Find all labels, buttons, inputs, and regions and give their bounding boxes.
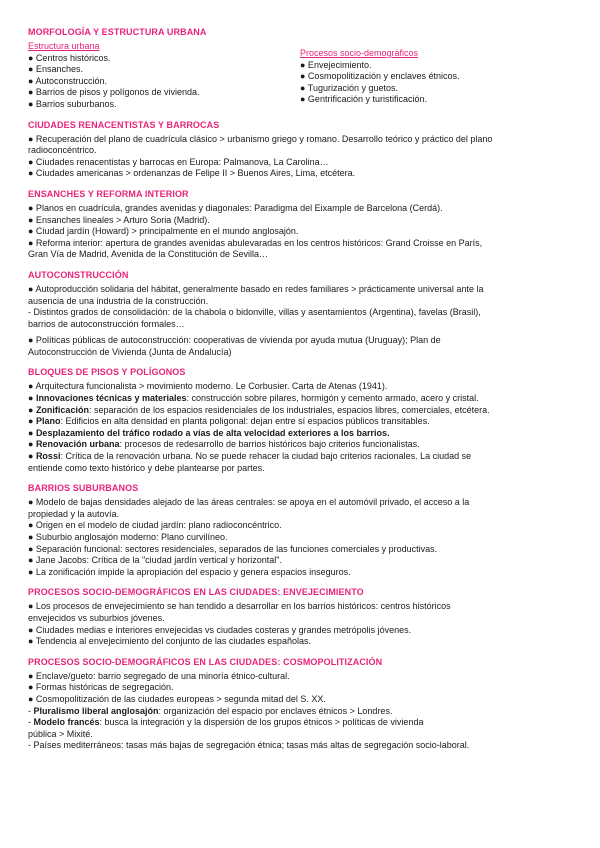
list-item: ● Envejecimiento. bbox=[300, 59, 372, 70]
bullet: ● bbox=[28, 404, 36, 415]
text-line: ● La zonificación impide la apropiación del espacio y genera espacios inseguros. bbox=[28, 566, 351, 577]
line-text: : Edificios en alta densidad en planta poligonal: dejan entre sí espacios públicos transitables. bbox=[60, 416, 430, 427]
list-item: ● Gentrificación y turistificación. bbox=[300, 94, 427, 105]
bold-term: Zonificación bbox=[35, 404, 89, 415]
text-line: pública > Mixité. bbox=[28, 728, 93, 739]
text-line: ● Recuperación del plano de cuadrícula clásico > urbanismo griego y romano. Desarrollo teórico y práctico del plano bbox=[28, 133, 493, 144]
text-line bbox=[28, 717, 574, 729]
text-line: ● Arquitectura funcionalista > movimiento moderno. Le Corbusier. Carta de Atenas (1941). bbox=[28, 381, 388, 392]
text-line bbox=[28, 706, 574, 718]
line-text: : busca la integración y la dispersión de los grupos étnicos > políticas de vivienda bbox=[99, 717, 424, 728]
text-line: ● Tendencia al envejecimiento del conjunto de las ciudades españolas. bbox=[28, 636, 311, 647]
text-line: ausencia de una industria de la construcción. bbox=[28, 295, 209, 306]
bullet: ● bbox=[28, 416, 36, 427]
bold-term: Desplazamiento del tráfico rodado a vías de alta velocidad exteriores a los barrios. bbox=[35, 427, 390, 438]
bullet: ● bbox=[28, 427, 36, 438]
bullet: ● bbox=[28, 451, 36, 462]
bold-term: Plano bbox=[35, 416, 61, 427]
line-text: : Crítica de la renovación urbana. No se puede rehacer la ciudad bajo criterios racionales. La ciudad se bbox=[60, 451, 472, 462]
section-envejecimiento bbox=[28, 586, 574, 647]
text-line bbox=[28, 439, 574, 451]
text-line: - Países mediterráneos: tasas más bajas de segregación étnica; tasas más altas de segregación socio-laboral. bbox=[28, 740, 470, 751]
text-line: ● Modelo de bajas densidades alejado de las áreas centrales: se apoya en el automóvil privado, el acceso a la bbox=[28, 497, 470, 508]
text-line: ● Jane Jacobs: Crítica de la "ciudad jardín vertical y horizontal". bbox=[28, 555, 282, 566]
text-line: - Distintos grados de consolidación: de la chabola o bidonville, villas y asentamientos (Argentina), favelas (Brasil), bbox=[28, 307, 481, 318]
heading-bloques: BLOQUES DE PISOS Y POLÍGONOS bbox=[28, 367, 186, 378]
list-item: ● Ensanches. bbox=[28, 64, 83, 75]
text-line: ● Políticas públicas de autoconstrucción: cooperativas de vivienda por ayuda mutua (Uruguay); Plan de bbox=[28, 335, 441, 346]
two-column-list bbox=[28, 41, 574, 111]
document-page bbox=[28, 26, 574, 760]
section-suburbanos bbox=[28, 482, 574, 578]
bullet: ● bbox=[28, 393, 36, 404]
text-line: ● Enclave/gueto: barrio segregado de una minoría étnico-cultural. bbox=[28, 670, 290, 681]
line-text: : construcción sobre pilares, hormigón y cemento armado, acero y cristal. bbox=[186, 393, 479, 404]
bold-term: Innovaciones técnicas y materiales bbox=[35, 393, 187, 404]
text-line: ● Suburbio anglosajón moderno: Plano curvilíneo. bbox=[28, 532, 228, 542]
text-line: entiende como texto histórico y debe plantearse por partes. bbox=[28, 462, 265, 473]
section-autoconstruccion bbox=[28, 269, 574, 359]
list-item: ● Barrios de pisos y polígonos de vivienda. bbox=[28, 87, 200, 98]
heading-cosmopolitizacion: PROCESOS SOCIO-DEMOGRÁFICOS EN LAS CIUDADES: COSMOPOLITIZACIÓN bbox=[28, 656, 383, 667]
bold-term: Modelo francés bbox=[33, 717, 100, 728]
text-line: ● Ciudades renacentistas y barrocas en Europa: Palmanova, La Carolina… bbox=[28, 156, 329, 167]
heading-morfologia: MORFOLOGÍA Y ESTRUCTURA URBANA bbox=[28, 27, 207, 37]
text-line: Autoconstrucción de Vivienda (Junta de Andalucía) bbox=[28, 346, 232, 357]
heading-renacentistas: CIUDADES RENACENTISTAS Y BARROCAS bbox=[28, 119, 220, 130]
bold-term: Renovación urbana bbox=[35, 439, 120, 450]
text-line: ● Cosmopolitización de las ciudades europeas > segunda mitad del S. XX. bbox=[28, 693, 326, 704]
subheading-estructura-urbana: Estructura urbana bbox=[28, 41, 100, 51]
line-text: : procesos de redesarrollo de barrios históricos bajo criterios funcionalistas. bbox=[119, 439, 420, 450]
estructura-urbana-column bbox=[28, 41, 300, 111]
section-ensanches bbox=[28, 188, 574, 261]
text-line bbox=[28, 393, 574, 405]
text-line: ● Separación funcional: sectores residenciales, separados de las funciones comerciales y productivas. bbox=[28, 543, 438, 554]
text-line: ● Autoproducción solidaria del hábitat, generalmente basado en redes familiares > prácticamente universal ante la bbox=[28, 283, 484, 294]
line-text: : separación de los espacios residenciales de los industriales, espacios libres, comerciales, etcétera. bbox=[88, 404, 490, 415]
list-item: ● Cosmopolitización y enclaves étnicos. bbox=[300, 71, 460, 82]
text-line: ● Formas históricas de segregación. bbox=[28, 682, 174, 693]
text-line: ● Ciudades americanas > ordenanzas de Felipe II > Buenos Aires, Lima, etcétera. bbox=[28, 168, 356, 179]
section-bloques bbox=[28, 366, 574, 474]
section-morfologia bbox=[28, 26, 574, 111]
section-renacentistas bbox=[28, 119, 574, 180]
text-line: ● Ciudad jardín (Howard) > principalmente en el mundo anglosajón. bbox=[28, 226, 299, 237]
text-line: barrios de autoconstrucción formales… bbox=[28, 318, 185, 329]
heading-ensanches: ENSANCHES Y REFORMA INTERIOR bbox=[28, 188, 189, 199]
heading-envejecimiento: PROCESOS SOCIO-DEMOGRÁFICOS EN LAS CIUDADES: ENVEJECIMIENTO bbox=[28, 587, 364, 598]
procesos-column bbox=[300, 41, 574, 111]
text-line: ● Ensanches lineales > Arturo Soria (Madrid). bbox=[28, 214, 210, 225]
text-line: ● Origen en el modelo de ciudad jardín: plano radioconcéntrico. bbox=[28, 520, 282, 531]
text-line: ● Los procesos de envejecimiento se han tendido a desarrollar en los barrios históricos: centros históricos bbox=[28, 601, 451, 612]
text-line bbox=[28, 428, 574, 440]
list-item: ● Centros históricos. bbox=[28, 52, 111, 63]
list-item: ● Autoconstrucción. bbox=[28, 75, 107, 86]
dash: - bbox=[28, 705, 34, 716]
bold-term: Rossi bbox=[35, 451, 61, 462]
text-line bbox=[28, 405, 574, 417]
bullet: ● bbox=[28, 439, 36, 450]
heading-suburbanos: BARRIOS SUBURBANOS bbox=[28, 483, 139, 494]
line-text: : organización del espacio por enclaves étnicos > Londres. bbox=[158, 705, 393, 716]
heading-autoconstruccion: AUTOCONSTRUCCIÓN bbox=[28, 269, 129, 280]
text-line: ● Reforma interior: apertura de grandes avenidas abulevaradas en los centros históricos: Grand Croisse en París, bbox=[28, 237, 483, 248]
text-line: envejecidos vs suburbios jóvenes. bbox=[28, 612, 165, 623]
list-item: ● Tugurización y guetos. bbox=[300, 82, 398, 93]
dash: - bbox=[28, 717, 34, 728]
bold-term: Pluralismo liberal anglosajón bbox=[33, 705, 159, 716]
text-line: radioconcéntrico. bbox=[28, 145, 97, 156]
text-line: ● Ciudades medias e interiores envejecidas vs ciudades costeras y grandes metrópolis jóvenes. bbox=[28, 624, 412, 635]
text-line: propiedad y la autovía. bbox=[28, 508, 120, 519]
section-cosmopolitizacion bbox=[28, 656, 574, 752]
list-item: ● Barrios suburbanos. bbox=[28, 98, 117, 109]
text-line: ● Planos en cuadrícula, grandes avenidas y diagonales: Paradigma del Eixample de Barcelona (Cerdá). bbox=[28, 202, 443, 213]
text-line: Gran Vía de Madrid, Avenida de la Constitución de Sevilla… bbox=[28, 249, 268, 260]
text-line bbox=[28, 451, 574, 463]
text-line bbox=[28, 416, 574, 428]
subheading-procesos: Procesos socio-demográficos bbox=[300, 48, 419, 58]
